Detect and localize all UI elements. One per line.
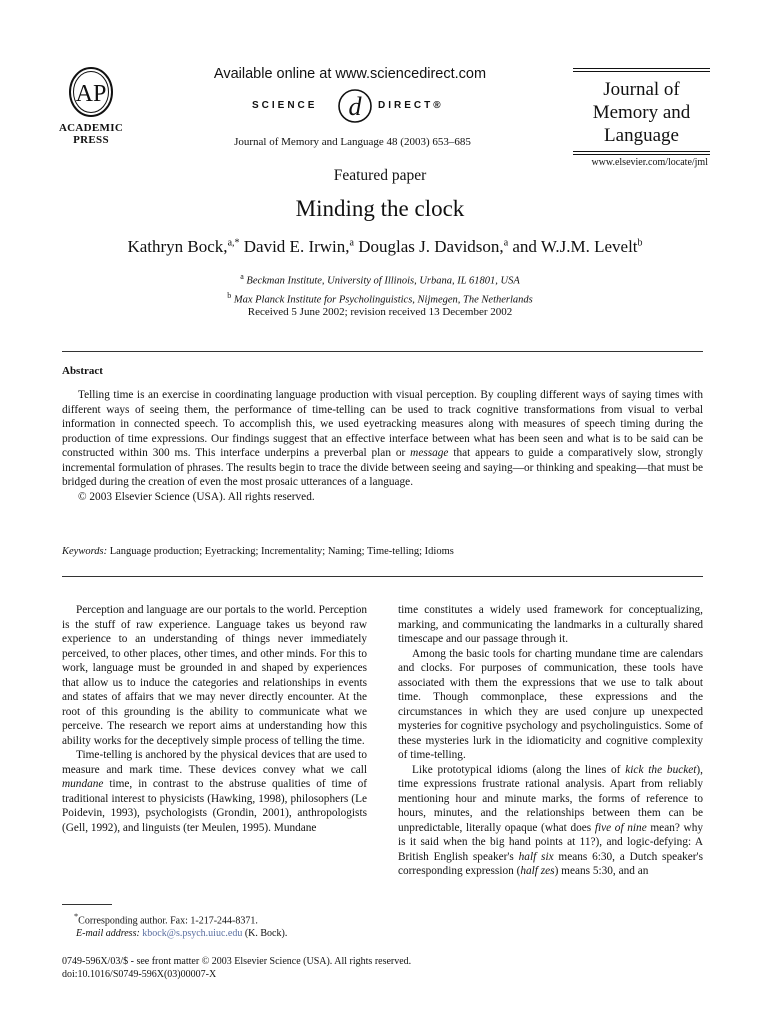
front-matter-line1: 0749-596X/03/$ - see front matter © 2003 Elsevier Science (USA). All rights reserved. — [62, 956, 412, 967]
affiliation-text: Beckman Institute, University of Illinois, Urbana, IL 61801, USA — [246, 275, 520, 287]
email-link[interactable]: kbock@s.psych.uiuc.edu — [142, 928, 243, 940]
bottom-rule-2 — [573, 154, 710, 155]
publisher-logo — [52, 66, 130, 146]
keywords-label: Keywords: — [62, 546, 108, 557]
sd-at-icon — [336, 88, 374, 124]
affiliation — [150, 289, 610, 308]
abstract-copyright: © 2003 Elsevier Science (USA). All rights reserved. — [78, 490, 315, 503]
footnote — [62, 910, 367, 940]
author-sup: a — [349, 237, 354, 249]
author-name: Douglas J. Davidson, — [358, 237, 504, 256]
journal-title-line2: Memory and — [592, 102, 691, 123]
author-name: and W.J.M. Levelt — [512, 237, 638, 256]
affiliation — [150, 270, 610, 289]
body-paragraph: time constitutes a widely used framework for conceptualizing, marking, and communicating the landmarks in a culturally shared timescape and our passage through it. — [398, 604, 703, 645]
sd-right-word: DIRECT® — [378, 100, 444, 111]
footnote-email — [62, 927, 367, 940]
body-text: Like prototypical idioms (along the lines of — [412, 763, 626, 776]
sciencedirect-logo — [252, 88, 457, 124]
abstract-heading: Abstract — [62, 365, 103, 377]
journal-url: www.elsevier.com/locate/jml — [591, 157, 708, 168]
doi: doi:10.1016/S0749-596X(03)00007-X — [62, 969, 217, 980]
footnote-corr — [62, 910, 367, 927]
abstract-text-1: Telling time is an exercise in coordinating language production with visual perception. By coupling different ways of saying times with different ways of seeing them, the performance of time-telling can be used to track cognitive transformations from visual to verbal information in connected speech. To accomplish this, we used eyetracking measures along with measures of speech timing during the production of time expressions. Our findings suggest that an effective interface between what has been seen and what is to be said can be constructed within 300 ms. This interface underpins a preverbal plan or — [62, 389, 703, 459]
journal-title-line1: Journal of — [603, 79, 680, 100]
svg-text:d: d — [348, 92, 362, 121]
logo-monogram: AP — [75, 81, 107, 107]
journal-title — [573, 72, 710, 151]
affiliations — [150, 270, 610, 307]
email-label: E-mail address: — [76, 928, 140, 940]
journal-title-box — [573, 68, 710, 155]
footnote-corr-text: Corresponding author. Fax: 1-217-244-8371. — [78, 915, 258, 927]
sd-left-word: SCIENCE — [252, 100, 318, 111]
front-matter — [62, 955, 703, 981]
affiliation-text: Max Planck Institute for Psycholinguistics, Nijmegen, The Netherlands — [233, 294, 533, 305]
academic-press-emblem — [67, 66, 115, 122]
email-suffix: (K. Bock). — [242, 928, 288, 940]
journal-title-line3: Language — [604, 125, 679, 146]
affiliation-sup: b — [227, 290, 232, 300]
author-name: Kathryn Bock, — [127, 237, 228, 256]
body-italic: half six — [518, 850, 554, 863]
affiliation-sup: a — [240, 272, 244, 281]
divider-top — [62, 351, 703, 352]
body-text: mean? why is it said when the big hand points at 11?), and logic-defying: A British English speaker's — [398, 821, 703, 863]
body-paragraph — [398, 763, 703, 879]
divider-bottom — [62, 576, 703, 577]
body-text: means 6:30, a Dutch speaker's corresponding expression ( — [398, 850, 703, 877]
body-text: ), time expressions frustrate rational analysis. Apart from reliably mentioning hour and minute marks, the forms of reference to hours, minutes, and the relationships between them can be unpredictable, literally opaque (what does — [398, 763, 703, 834]
footnote-marker: * — [74, 912, 79, 921]
body-column-left — [62, 603, 367, 835]
author-name: David E. Irwin, — [243, 237, 350, 256]
section-label: Featured paper — [333, 167, 427, 184]
footnote-divider — [62, 904, 112, 905]
body-italic: kick the bucket — [625, 763, 697, 776]
body-paragraph — [62, 748, 367, 835]
article-title: Minding the clock — [295, 196, 465, 221]
body-italic: mundane — [62, 778, 104, 790]
body-paragraph: Perception and language are our portals to the world. Perception is the stuff of raw experience. Language takes us beyond raw experience to an understanding of things never immediately perceived, to other places, other times, and other minds. For this to work, language must be grounded in and shaped by experiences that allow us to induce the categories and relationships in events and states of affairs that we may never directly encounter. At the root of this grounding is the ability to communicate what we perceive. The research we report aims at understanding how this ability works for the deceptively simple process of telling the time. — [62, 604, 367, 747]
received-dates: Received 5 June 2002; revision received 13 December 2002 — [247, 306, 513, 318]
abstract-paragraph — [62, 388, 703, 490]
body-italic: half zes — [520, 865, 555, 877]
keywords-text: Language production; Eyetracking; Incrementality; Naming; Time-telling; Idioms — [107, 546, 454, 557]
author-sup: a — [503, 237, 509, 249]
body-paragraph: Among the basic tools for charting mundane time are calendars and clocks. For purposes of communication, these tools have associated with them the expressions that we use to talk about time. Though commonplace, these expressions and the circumstances in which they are used conjure up unexpected mysteries for cognitive psychology and psycholinguistics. Some of these mysteries lurk in the idiomaticity and cognitive complexity of time-telling. — [398, 647, 703, 761]
available-online-text: Available online at www.sciencedirect.com — [213, 66, 487, 82]
author-sup: b — [637, 237, 643, 249]
publisher-name-line2: PRESS — [73, 134, 109, 146]
publisher-name-line1: ACADEMIC — [58, 122, 124, 134]
keywords — [62, 546, 703, 557]
body-text: time, in contrast to the abstruse qualities of time of traditional interest to physicists (Hawking, 1998), philosophers (Le Poidevin, 1993), psychologists (Grondin, 2001), anthropologists (Gell, 1992), and linguists (ter Meulen, 1995). Mundane — [62, 778, 367, 834]
body-text: Time-telling is anchored by the physical devices that are used to measure and mark time. These devices convey what we call — [62, 749, 367, 776]
body-italic: five of nine — [594, 821, 647, 834]
author-list — [40, 237, 730, 257]
abstract-italic: message — [410, 447, 449, 459]
top-rule — [573, 68, 710, 69]
body-column-right — [398, 603, 703, 879]
journal-citation: Journal of Memory and Language 48 (2003) 653–685 — [234, 136, 471, 148]
author-sup: a,* — [227, 237, 240, 249]
abstract-body — [62, 388, 703, 504]
abstract-text-2: that appears to guide a comparatively slow, strongly incremental formulation of phrases. The results begin to trace the divide between seeing and saying—or thinking and speaking—that must be bridged during the creation of even the most prosaic utterances of a language. — [62, 447, 703, 488]
body-text: ) means 5:30, and an — [554, 865, 649, 877]
bottom-rule — [573, 151, 710, 152]
